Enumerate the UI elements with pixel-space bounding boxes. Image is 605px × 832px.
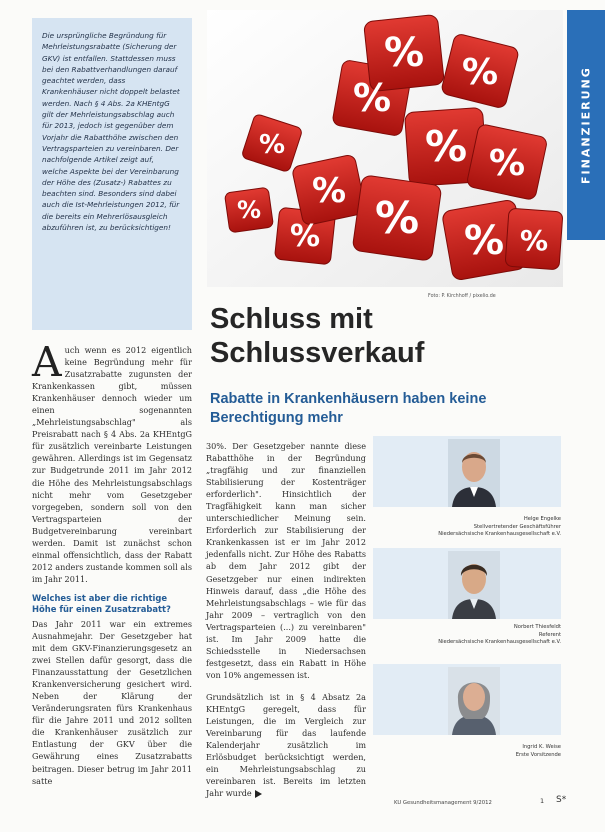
- person-portrait-icon: [448, 439, 500, 507]
- paragraph: [32, 338, 192, 585]
- person-role: Erste Vorsitzende: [515, 751, 561, 758]
- paragraph-text: uch wenn es 2012 eigentlich keine Begründung mehr für Zusatzrabatte zugunsten der Krankenkassen gibt, müssen Krankenhäuser dennoch wieder um einen sogenannten „Mehrleistungsabschlag" als Preisrabatt nach § 4 Abs. 2a KHEntgG für zusätzlich vereinbarte Leistungen gewähren. Allerdings ist im Gegensatz zur Budgetrunde 2011 im Jahr 2012 die Höhe des Mehrleistungsabschlags nicht mehr vom Gesetzgeber vorgegeben, sondern soll von den Vertragsparteien der Budgetvereinbarung vereinbart werden. Damit ist zunächst schon einmal offensichtlich, dass der Rabatt 2012 anders zustande kommen soll als im Jahr 2011.: [32, 345, 192, 584]
- page-number: 1: [540, 797, 545, 805]
- body-column-2: [206, 440, 366, 799]
- photo-credit: Foto: P. Kirchhoff / pixelio.de: [428, 294, 496, 299]
- intro-box: [32, 18, 192, 330]
- svg-text:%: %: [461, 52, 499, 93]
- person-role: Referent: [538, 631, 561, 638]
- svg-text:%: %: [488, 143, 526, 184]
- svg-text:%: %: [258, 130, 286, 160]
- percent-dice-image: [207, 10, 563, 287]
- svg-text:%: %: [383, 30, 425, 76]
- person-caption: [373, 624, 561, 647]
- person-caption: [373, 516, 561, 539]
- paragraph: Das Jahr 2011 war ein extremes Ausnahmejahr. Der Gesetzgeber hat mit dem GKV-Finanzierungsgesetz an zwei Stellen dafür gesorgt, dass die Finanzausstattung der Gesetzlichen Krankenversicherung gesichert wird. Neben der Klärung der Veränderungsraten fürs Krankenhaus für die Jahre 2011 und 2012 sollten die Krankenhäuser zusätzlich zur Entlastung der GKV über die Gewährung eines Zusatzrabatts beitragen. Dieser betrug im Jahr 2011 satte: [32, 618, 192, 786]
- page-marker: S*: [556, 795, 567, 805]
- paragraph-text: Grundsätzlich ist in § 4 Absatz 2a KHEntgG geregelt, dass für Leistungen, die im Vergleich zur Vereinbarung für das laufende Kalenderjahr zusätzlich im Erlösbudget berücksichtigt werden, ein Mehrleistungsabschlag zu vereinbaren ist. Bereits im letzten Jahr wurde: [206, 691, 366, 799]
- person-org: Niedersächsische Krankenhausgesellschaft e.V.: [438, 639, 561, 646]
- svg-text:%: %: [311, 171, 347, 211]
- svg-text:%: %: [424, 122, 468, 171]
- footer-publication: KU Gesundheitsmanagement 9/2012: [394, 800, 492, 806]
- person-caption: [373, 744, 561, 759]
- article-headline: [210, 302, 550, 370]
- headline-line-2: Schlussverkauf: [210, 337, 425, 369]
- headline-line-1: Schluss mit: [210, 303, 373, 335]
- person-portrait-icon: [448, 667, 500, 735]
- article-subheadline: Rabatte in Krankenhäusern haben keine Berechtigung mehr: [210, 391, 487, 426]
- intro-text: Die ursprüngliche Begründung für Mehrleistungsrabatte (Sicherung der GKV) ist entfallen. Stattdessen muss bei den Rabattverhandlungen darauf geachtet werden, dass Krankenhäuser nicht doppelt belastet werden. Nach § 4 Abs. 2a KHEntgG gilt der Mehrleistungsabschlag auch für 2013, jedoch ist gegenüber dem Vorjahr die Rabatthöhe zwischen den Vertragsparteien zu vereinbaren. Der nachfolgende Artikel zeigt auf, welche Aspekte bei der Vereinbarung der Höhe des (Zusatz-) Rabattes zu beachten sind. Besonders sind dabei auch die Ist-Mehrleistungen 2012, für die bereits ein Mehrerlösausgleich abzuführen ist, zu berücksichtigen!: [42, 31, 180, 233]
- svg-text:%: %: [236, 196, 262, 224]
- portrait-photo: [373, 548, 561, 619]
- person-role: Stellvertretender Geschäftsführer: [473, 523, 561, 530]
- person-portrait-icon: [448, 551, 500, 619]
- person-name: Ingrid K. Weise: [522, 744, 561, 750]
- portrait-photo: [373, 664, 561, 735]
- person-org: Niedersächsische Krankenhausgesellschaft e.V.: [438, 531, 561, 538]
- body-column-1: [32, 338, 192, 787]
- continue-arrow-icon: [255, 790, 262, 798]
- svg-text:%: %: [519, 224, 549, 257]
- paragraph: [206, 691, 366, 799]
- svg-text:%: %: [463, 218, 505, 264]
- section-label: FINANZIERUNG: [579, 66, 593, 184]
- person-name: Helge Engelke: [523, 516, 561, 522]
- svg-text:%: %: [289, 219, 321, 254]
- discount-dice-photo: [207, 10, 563, 287]
- portrait-photo: [373, 436, 561, 507]
- person-name: Norbert Thiesfeldt: [513, 624, 561, 630]
- question-heading: Welches ist aber die richtige Höhe für einen Zusatzrabatt?: [32, 592, 171, 614]
- svg-text:%: %: [374, 193, 420, 244]
- drop-cap: A: [32, 338, 62, 386]
- svg-text:%: %: [352, 76, 392, 120]
- paragraph: 30%. Der Gesetzgeber nannte diese Rabatthöhe in der Begründung „tragfähig und zur finanziellen Stabilisierung der Kostenträger erforderlich". Hinsichtlich der Tragfähigkeit kann man sicher unterschiedlicher Meinung sein. Erforderlich zur Stabilisierung der Krankenkassen ist er im Jahr 2012 jedenfalls nicht. Zur Höhe des Rabatts ab dem Jahr 2012 gibt der Gesetzgeber nur einen indirekten Hinweis darauf, dass „die Höhe des Mehrleistungsabschlags – wie für das Jahr 2009 – vertraglich von den Vertragsparteien (...) zu vereinbaren" ist. Im Jahr 2009 hatte die Schiedsstelle in Niedersachsen festgesetzt, dass ein Rabatt in Höhe von 10% angemessen ist.: [206, 441, 366, 680]
